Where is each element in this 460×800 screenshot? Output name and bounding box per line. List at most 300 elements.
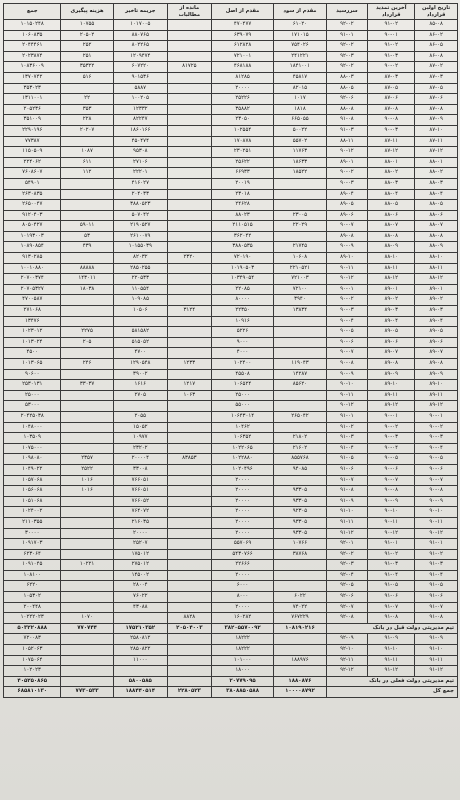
table-cell: ۹۲-۰۳ [326,51,368,62]
table-cell: ۹۱-۰۳ [368,560,415,571]
table-cell: ۷۵۴۰۲۶ [274,41,326,52]
table-cell: ۱۰۷۰ [61,613,113,624]
table-cell: ۹۰-۰۸ [368,486,415,497]
subtotal-cell: ۲۰۵۰۴۰۰۳ [167,623,211,634]
table-cell: ۱۰۲۰۲۳ [4,666,61,677]
table-cell: ۲۱۹۰۵۲۷ [113,221,167,232]
subtotal-row-current-management [4,676,458,687]
table-cell [61,178,113,189]
table-cell: ۸۹-۰۱ [368,284,415,295]
table-cell: ۹۰-۱۲ [326,147,368,158]
table-row [4,390,458,401]
table-cell: ۲۵۰۰۰ [211,390,274,401]
table-cell: ۳۸۷۶۸ [274,549,326,560]
table-cell: ۷۶۰۲۲ [113,592,167,603]
table-row [4,613,458,624]
table-cell [167,496,211,507]
table-cell [167,157,211,168]
table-cell: ۳۵۳ [61,104,113,115]
table-cell: ۱۰۲۲۲۰۲۳ [4,613,61,624]
table-cell: ۹۰-۱۲ [368,528,415,539]
table-cell: ۱۱۵۰۵۰۹ [4,147,61,158]
table-cell: ۳۵۳۰۲۳ [4,83,61,94]
table-cell: ۹۱-۱۰ [415,645,458,656]
table-cell [167,443,211,454]
table-cell: ۸۸-۰۷ [415,221,458,232]
table-cell: ۲۵۰۰۰ [4,390,61,401]
table-cell: ۸۷-۰۸ [368,104,415,115]
table-cell: ۹۱-۰۶ [415,592,458,603]
table-cell: ۶۶۵۰۵۵ [274,115,326,126]
table-row [4,348,458,359]
table-cell: ۹۲-۰۷ [326,602,368,613]
grand-total-cell: ۱۰۰۰۰۸۷۹۲ [274,687,326,698]
table-cell: ۶۲۲۰ [4,581,61,592]
table-cell: ۵۴۳۰۷۶۶ [211,549,274,560]
table-cell: ۱۸۵۲۲ [274,168,326,179]
table-cell: ۹۱-۰۸ [368,613,415,624]
table-cell: ۲۲۶۶۶ [211,560,274,571]
table-row [4,422,458,433]
table-cell: ۷۲۰۱۹۰ [211,253,274,264]
table-cell: ۲۲۰۲۹ [274,221,326,232]
table-cell: ۹۰-۰۳ [368,125,415,136]
table-cell: ۹۰-۰۱ [368,30,415,41]
table-cell: ۹۱-۰۲ [326,422,368,433]
table-cell [274,200,326,211]
table-cell: ۱۷۵۰۱۲ [113,549,167,560]
table-cell: ۲۳۰۲۵۱ [211,147,274,158]
table-cell: ۲۰۵۵ [113,411,167,422]
table-cell: ۸۸-۰۶ [415,210,458,221]
table-cell: ۱۴۵۰۰۲ [113,570,167,581]
table-cell: ۹۴۰۸۵ [274,464,326,475]
table-cell: ۹۱-۰۳ [368,51,415,62]
table-cell: ۲۲۲۰۱ [113,168,167,179]
table-cell: ۹۰-۰۴ [326,316,368,327]
table-cell: ۹۱-۰۸ [326,115,368,126]
table-cell: ۹۰-۰۲ [368,62,415,73]
table-cell: ۹۱-۰۸ [415,613,458,624]
table-row [4,157,458,168]
table-cell [167,634,211,645]
table-cell: ۸۸-۰۱ [415,157,458,168]
table-row [4,517,458,528]
table-cell: ۲۰۴۰۳۳ [113,189,167,200]
table-cell: ۲۰۰۰۰ [211,570,274,581]
table-cell: ۲۵۶۲۲ [211,157,274,168]
table-cell: ۱۰۵۷۰۶۸ [4,475,61,486]
table-cell: ۹۱-۰۷ [415,602,458,613]
table-cell: ۹۰-۰۸ [415,486,458,497]
table-cell: ۸۹-۰۵ [326,200,368,211]
table-row [4,94,458,105]
table-cell: ۸۸-۰۷ [368,221,415,232]
table-cell: ۱۰۶۰۸ [274,253,326,264]
table-cell: ۴۷۰۰۵۸۷ [4,295,61,306]
table-cell: ۸۳۸۵۳ [167,454,211,465]
table-cell: ۹۲-۰۶ [326,592,368,603]
table-cell: ۸۵-۰۸ [415,20,458,31]
table-cell: ۹۰-۱۱ [326,263,368,274]
table-cell [167,274,211,285]
table-cell [167,475,211,486]
table-cell: ۵۳ [61,231,113,242]
table-cell: ۸۷-۱۲ [415,147,458,158]
table-cell: ۶۱۲۸۲۸ [211,41,274,52]
table-cell: ۸۷-۱۱ [368,136,415,147]
table-cell: ۹۱-۰۹ [368,634,415,645]
table-cell: ۹۰-۰۴ [415,443,458,454]
column-header: تاریخ اولین قرارداد [415,4,458,20]
table-row [4,20,458,31]
table-cell: ۵۳۰۰۰ [4,401,61,412]
table-cell: ۱۷۱۰۱۵ [274,30,326,41]
table-cell: ۲۰۵۰۲ [61,30,113,41]
table-cell: ۷۲۱۰۰ [274,284,326,295]
table-cell: ۹۰-۰۴ [368,443,415,454]
table-row [4,136,458,147]
subtotal-cell: ۵۸۰۰۵۸۵ [113,676,167,687]
table-cell [274,570,326,581]
table-cell: ۱۰۶۰۸۳۵ [4,30,61,41]
table-cell: ۹۰-۰۳ [415,433,458,444]
subtotal-cell [167,676,211,687]
table-row [4,560,458,571]
table-cell: ۱۰۰۲۰۵ [113,94,167,105]
table-cell: ۱۰۸۷ [61,147,113,158]
table-cell: ۹۰-۰۸ [368,115,415,126]
table-cell: ۱۸۰۰۰ [211,666,274,677]
table-cell: ۹۲-۰۲ [326,41,368,52]
table-cell: ۷۶۷۲۲۹ [274,613,326,624]
table-cell: ۱۳۸۳۴ [274,306,326,317]
table-cell [61,581,113,592]
table-cell [167,433,211,444]
table-cell: ۲۰۵ [61,337,113,348]
table-cell: ۲۴۶ [61,359,113,370]
table-cell [167,581,211,592]
loan-ledger-table [3,3,458,698]
table-cell: ۱۰۱۶ [61,475,113,486]
table-cell: ۸۸-۰۸ [326,104,368,115]
table-cell: ۸۵۶۲۰ [274,380,326,391]
subtotal-cell: ۱۷۵۲۱۰۳۵۲ [113,623,167,634]
table-cell: ۹۰-۱۱ [415,517,458,528]
subtotal-row-previous-management [4,623,458,634]
table-cell: ۹۱-۱۲ [326,528,368,539]
table-cell: ۱۰۱۳۰۲۴ [4,337,61,348]
table-cell: ۹۱-۰۴ [326,443,368,454]
table-cell: ۳۰۰۰۰ [4,528,61,539]
table-cell: ۸۹-۰۴ [415,316,458,327]
table-cell: ۸۹-۱۲ [368,401,415,412]
table-cell: ۹۰-۱۱ [326,390,368,401]
table-cell: ۹۰-۱۰ [368,507,415,518]
table-cell: ۸۹-۰۷ [415,348,458,359]
table-cell: ۸۸-۰۴ [368,189,415,200]
table-cell: ۳۸۸۰۵۳۵ [211,242,274,253]
table-cell: ۷۶۶۰۵۱ [113,486,167,497]
table-row [4,486,458,497]
table-cell [167,83,211,94]
table-cell [167,592,211,603]
table-cell [167,507,211,518]
table-row [4,41,458,52]
column-header: جمع [4,4,61,20]
table-cell: ۶۰۰۰ [211,581,274,592]
table-cell [167,242,211,253]
table-cell: ۹۰-۰۲ [368,422,415,433]
table-cell: ۸۵۵۷۶۸ [274,454,326,465]
table-cell [274,666,326,677]
table-cell: ۱۰۵۰۶ [113,306,167,317]
table-cell: ۹۲-۰۴ [326,570,368,581]
table-cell: ۱۲۰۹۴۷۴ [113,51,167,62]
table-cell: ۲۱۷۴۵ [274,242,326,253]
subtotal-cell: ۷۷۰۷۴۴ [61,623,113,634]
table-cell: ۱۲۳۳۲ [113,104,167,115]
table-cell: ۹۱-۰۱ [326,30,368,41]
table-cell [61,306,113,317]
table-row [4,369,458,380]
table-cell: ۸۷-۱۱ [415,136,458,147]
table-cell: ۹۰-۰۲ [415,422,458,433]
table-cell: ۸۹-۰۶ [326,210,368,221]
table-cell [167,666,211,677]
table-cell [274,560,326,571]
table-cell: ۲۰۰۰۰۴ [113,454,167,465]
table-cell [167,178,211,189]
table-row [4,274,458,285]
table-cell [274,581,326,592]
table-cell [61,655,113,666]
table-cell [167,51,211,62]
grand-total-cell: ۶۸۵۸۱۰۱۳۰ [4,687,61,698]
table-cell: ۹۰۱۵۳۶ [113,72,167,83]
table-cell [274,422,326,433]
table-cell: ۹۰-۰۹ [368,496,415,507]
table-cell: ۲۰۴۲۵۰۳۸ [4,411,61,422]
table-cell: ۱۳۱۱۰۰۱ [4,94,61,105]
table-row [4,189,458,200]
table-cell: ۲۵۲ [61,41,113,52]
table-cell: ۸۲۰۳۲ [113,253,167,264]
table-row [4,200,458,211]
table-cell: ۲۳۰۵۰ [211,115,274,126]
table-cell: ۵۵۷۰۶۹ [211,539,274,550]
table-cell: ۸۹-۱۱ [368,390,415,401]
table-cell: ۳۵۸۸۲ [211,104,274,115]
table-cell: ۹۰-۰۹ [415,496,458,507]
table-cell [167,200,211,211]
table-row [4,30,458,41]
table-cell: ۹۰-۰۹ [326,242,368,253]
table-cell [113,316,167,327]
table-cell: ۱۰۱۳۰۶۵ [4,359,61,370]
table-cell: ۲۲۴۰۶۲ [4,157,61,168]
table-cell [61,189,113,200]
table-cell: ۱۰۱۷ [274,94,326,105]
table-cell: ۹۱-۰۲ [415,549,458,560]
table-cell: ۲۰۰۱۹ [211,178,274,189]
table-row [4,602,458,613]
table-cell: ۱۳۴۷۶ [4,316,61,327]
table-cell: ۹۰۶۰۰ [4,369,61,380]
table-cell: ۹۰-۰۲ [326,295,368,306]
table-cell: ۸۷-۰۹ [415,115,458,126]
table-cell: ۲۰۰۰۰ [211,496,274,507]
table-cell [167,655,211,666]
column-header: سررسید [326,4,368,20]
table-row [4,51,458,62]
table-cell: ۷۲۰۰۸۳ [4,634,61,645]
table-cell: ۹۱-۰۶ [326,464,368,475]
table-cell: ۱۰۶۵۲۴ [211,380,274,391]
table-cell [167,168,211,179]
table-cell: ۳۳۰۰۸ [113,464,167,475]
table-cell: ۱۱۲ [61,168,113,179]
table-row [4,115,458,126]
table-cell: ۹۱-۱۲ [368,666,415,677]
table-cell: ۹۲-۱۱ [326,655,368,666]
table-cell: ۸۹-۰۵ [415,327,458,338]
table-cell [167,401,211,412]
table-cell: ۲۵۱ [61,51,113,62]
table-cell: ۲۳۵۷ [61,454,113,465]
table-cell: ۲۲۳۵۰ [211,306,274,317]
table-cell: ۱۰۵۳۰۲ [4,592,61,603]
table-cell: ۱۸۰۳۸ [61,284,113,295]
table-row [4,62,458,73]
table-cell: ۹۱-۰۱ [415,539,458,550]
table-cell: ۲۷۰۵ [113,390,167,401]
table-cell: ۱۰۲۲۰۶۵ [211,443,274,454]
table-cell: ۹۱-۱۰ [326,507,368,518]
table-cell: ۹۰-۱۲ [326,274,368,285]
table-cell: ۱۰۹۱۷۰۳ [4,539,61,550]
table-cell: ۸۹-۱۰ [368,380,415,391]
table-cell: ۸۸۲۸ [167,613,211,624]
table-cell [61,443,113,454]
table-row [4,72,458,83]
table-cell [274,348,326,359]
table-cell: ۹۰-۰۶ [415,464,458,475]
table-cell: ۷۲۱۰۰۳ [274,274,326,285]
table-cell: ۹۱-۰۳ [326,433,368,444]
table-cell: ۱۰۲۳۰۱۲ [4,327,61,338]
table-cell: ۲۱۱۰۳۵۵ [4,517,61,528]
table-row [4,327,458,338]
table-cell: ۲۲۰۸۵ [211,284,274,295]
table-cell: ۸۸-۰۹ [415,242,458,253]
table-cell: ۷۲۱۰۰۱ [211,51,274,62]
table-row [4,125,458,136]
table-cell: ۸۶-۰۲ [415,30,458,41]
table-cell: ۱۰۴۸۰۰۰ [4,422,61,433]
table-cell [167,41,211,52]
table-cell: ۱۱۰۰۰ [113,655,167,666]
table-cell: ۹۲-۰۲ [326,62,368,73]
table-cell: ۱۰۱۶ [61,486,113,497]
table-cell: ۲۰۰۰۰ [211,83,274,94]
table-cell: ۲۵۲۲۶ [211,94,274,105]
table-cell: ۹۱-۰۲ [368,549,415,560]
table-cell [167,125,211,136]
table-cell: ۹۱-۱۱ [326,517,368,528]
table-cell: ۹۰-۰۵ [415,454,458,465]
table-cell: ۲۰۴۴۴۶۱ [4,41,61,52]
table-cell [167,136,211,147]
table-cell: ۲۵۲۰۷ [113,539,167,550]
table-cell [167,20,211,31]
table-cell: ۶۶۹۳۳ [211,168,274,179]
table-cell: ۵۲۲۶ [211,327,274,338]
table-cell: ۲۷۵۰۱۲ [113,560,167,571]
column-header: جریمه تاخیر [113,4,167,20]
table-cell [274,189,326,200]
table-cell: ۱۰۱۹۰۵۰۳ [211,263,274,274]
table-cell: ۸۹-۰۸ [326,231,368,242]
table-cell: ۹۱-۰۹ [415,634,458,645]
table-cell: ۲۰۰۰۰ [211,507,274,518]
table-cell: ۹۱-۰۷ [368,602,415,613]
table-cell: ۹۳۳۰۵ [274,517,326,528]
table-cell [61,549,113,560]
grand-total-cell: ۱۸۸۴۴۰۵۱۴ [113,687,167,698]
table-cell [113,613,167,624]
table-cell: ۸۸-۱۲ [368,274,415,285]
table-cell: ۱۰۶۳۵۲ [211,433,274,444]
table-row [4,655,458,666]
table-cell: ۸۸-۰۲ [368,168,415,179]
table-cell: ۱۰۱۰۰۰ [211,655,274,666]
table-cell: ۲۱۶۰۲ [274,443,326,454]
table-cell [167,72,211,83]
table-cell [167,411,211,422]
table-cell: ۸۰۵۰۴۲۷ [4,221,61,232]
table-row [4,411,458,422]
table-cell [167,464,211,475]
table-cell: ۹۲-۰۲ [326,549,368,560]
grand-total-row [4,687,458,698]
table-cell: ۲۰۰۰۰ [211,602,274,613]
table-cell: ۸۸-۰۳ [326,72,368,83]
table-cell: ۲۰۲۰۷ [61,125,113,136]
table-cell: ۸۸-۱۰ [368,253,415,264]
table-cell: ۹۲-۱۰ [326,645,368,656]
table-cell [61,507,113,518]
table-cell: ۸۷-۱۲ [368,147,415,158]
table-cell: ۴۵۸۱۷ [274,72,326,83]
table-cell: ۹۱-۰۹ [326,496,368,507]
table-cell: ۹۰-۰۶ [326,337,368,348]
table-cell: ۱۰۱۹۳۰۰۳ [4,231,61,242]
table-cell: ۸۰۲۲۶۵ [113,41,167,52]
subtotal-cell: ۱۸۸۰۸۷۶ [274,676,326,687]
table-cell: ۹۰-۰۹ [326,369,368,380]
table-cell [167,221,211,232]
section-label: تیم مدیریتی دولت قبل در بانک [326,623,457,634]
table-cell: ۲۰۰۴۴۸ [4,602,61,613]
table-cell: ۲۰۰۰۰ [211,486,274,497]
table-cell: ۹۰-۰۱ [326,284,368,295]
table-cell [274,475,326,486]
table-cell: ۱۰۹۰۸۵ [113,295,167,306]
grand-total-cell: ۲۲۸۰۵۲۳ [167,687,211,698]
table-row [4,645,458,656]
table-cell: ۹۱-۰۷ [326,475,368,486]
